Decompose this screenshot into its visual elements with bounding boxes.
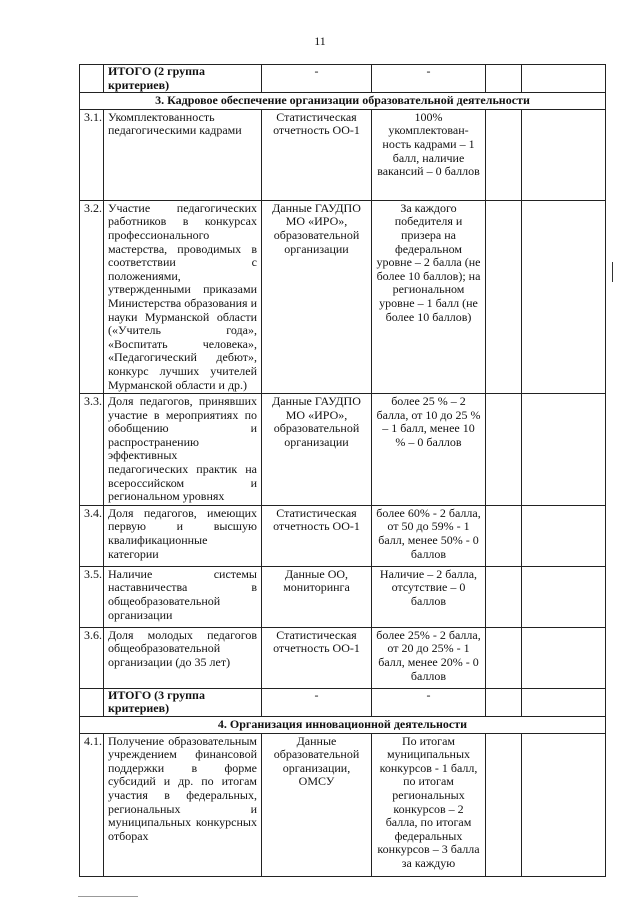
- criterion-number: 3.2.: [80, 200, 104, 393]
- section-title: 4. Организация инновационной деятельности: [80, 717, 606, 734]
- table-row: [80, 200, 606, 393]
- empty-cell: [522, 109, 606, 200]
- criterion-name: Доля педагогов, имеющих первую и высшую квалификационные категории: [104, 505, 262, 566]
- criterion-score: За каждого победителя и призера на федеральном уровне – 2 балла (не более 10 баллов); на региональном уровне – 1 балл (не более 10 баллов): [372, 200, 486, 393]
- empty-cell: [522, 65, 606, 93]
- total-score: -: [372, 65, 486, 93]
- criterion-number: 3.3.: [80, 394, 104, 506]
- criterion-name: Доля молодых педагогов общеобразовательной организации (до 35 лет): [104, 627, 262, 688]
- empty-cell: [486, 566, 522, 627]
- empty-cell: [486, 627, 522, 688]
- section-title: 3. Кадровое обеспечение организации образовательной деятельности: [80, 93, 606, 110]
- criterion-score: Наличие – 2 балла, отсутствие – 0 баллов: [372, 566, 486, 627]
- page-number: 11: [314, 34, 326, 48]
- total-label: ИТОГО (3 группа критериев): [104, 688, 262, 716]
- criterion-score: более 25 % – 2 балла, от 10 до 25 % – 1 балл, менее 10 % – 0 баллов: [372, 394, 486, 506]
- criterion-number: 4.1.: [80, 733, 104, 876]
- empty-cell: [522, 505, 606, 566]
- table-cell-num: [80, 688, 104, 716]
- total-label: ИТОГО (2 группа критериев): [104, 65, 262, 93]
- criterion-source: Данные ОО, мониторинга: [262, 566, 372, 627]
- empty-cell: [486, 505, 522, 566]
- criterion-score: более 60% - 2 балла, от 50 до 59% - 1 балл, менее 50% - 0 баллов: [372, 505, 486, 566]
- table-row: [80, 109, 606, 200]
- total-row-group-2: [80, 65, 606, 93]
- criterion-name: Получение образовательным учреждением финансовой поддержки в форме субсидий и др. по итогам участия в федеральных, региональных и муниципальных конкурсных отборах: [104, 733, 262, 876]
- empty-cell: [522, 627, 606, 688]
- criterion-name: Наличие системы наставничества в общеобразовательной организации: [104, 566, 262, 627]
- empty-cell: [486, 394, 522, 506]
- criterion-source: Данные образовательной организации, ОМСУ: [262, 733, 372, 876]
- empty-cell: [522, 566, 606, 627]
- empty-cell: [486, 65, 522, 93]
- criteria-table: [79, 64, 606, 877]
- section-header-3: [80, 93, 606, 110]
- criterion-source: Данные ГАУДПО МО «ИРО», образовательной организации: [262, 394, 372, 506]
- criterion-number: 3.5.: [80, 566, 104, 627]
- table-row: [80, 733, 606, 876]
- criterion-score: более 25% - 2 балла, от 20 до 25% - 1 балл, менее 20% - 0 баллов: [372, 627, 486, 688]
- criterion-source: Статистическая отчетность ОО-1: [262, 505, 372, 566]
- table-row: [80, 394, 606, 506]
- footer-scan-mark: [78, 896, 138, 897]
- table-row: [80, 627, 606, 688]
- criterion-source: Статистическая отчетность ОО-1: [262, 627, 372, 688]
- criterion-name: Участие педагогических работников в конкурсах профессионального мастерства, проводимых в соответствии с положениями, утвержденными приказами Министерства образования и науки Мурманской области («Учитель года», «Воспитать человека», «Педагогический дебют», конкурс лучших учителей Мурманской области и др.): [104, 200, 262, 393]
- criterion-source: Данные ГАУДПО МО «ИРО», образовательной организации: [262, 200, 372, 393]
- criterion-number: 3.6.: [80, 627, 104, 688]
- total-row-group-3: [80, 688, 606, 716]
- criterion-name: Укомплектованность педагогическими кадрами: [104, 109, 262, 200]
- empty-cell: [522, 688, 606, 716]
- criterion-score: По итогам муниципальных конкурсов - 1 балл, по итогам региональных конкурсов – 2 балла, по итогам федеральных конкурсов – 3 балла за каждую: [372, 733, 486, 876]
- table-row: [80, 505, 606, 566]
- criterion-source: Статистическая отчетность ОО-1: [262, 109, 372, 200]
- scan-margin-mark: [612, 262, 613, 282]
- criterion-name: Доля педагогов, принявших участие в мероприятиях по обобщению и распространению эффективных педагогических практик на всероссийском и региональном уровнях: [104, 394, 262, 506]
- total-source: -: [262, 65, 372, 93]
- empty-cell: [522, 200, 606, 393]
- section-header-4: [80, 717, 606, 734]
- total-source: -: [262, 688, 372, 716]
- total-score: -: [372, 688, 486, 716]
- table-cell-num: [80, 65, 104, 93]
- criterion-score: 100% укомплектован- ность кадрами – 1 балл, наличие вакансий – 0 баллов: [372, 109, 486, 200]
- empty-cell: [486, 688, 522, 716]
- empty-cell: [486, 733, 522, 876]
- criterion-number: 3.4.: [80, 505, 104, 566]
- table-row: [80, 566, 606, 627]
- empty-cell: [486, 109, 522, 200]
- criterion-number: 3.1.: [80, 109, 104, 200]
- empty-cell: [486, 200, 522, 393]
- empty-cell: [522, 394, 606, 506]
- empty-cell: [522, 733, 606, 876]
